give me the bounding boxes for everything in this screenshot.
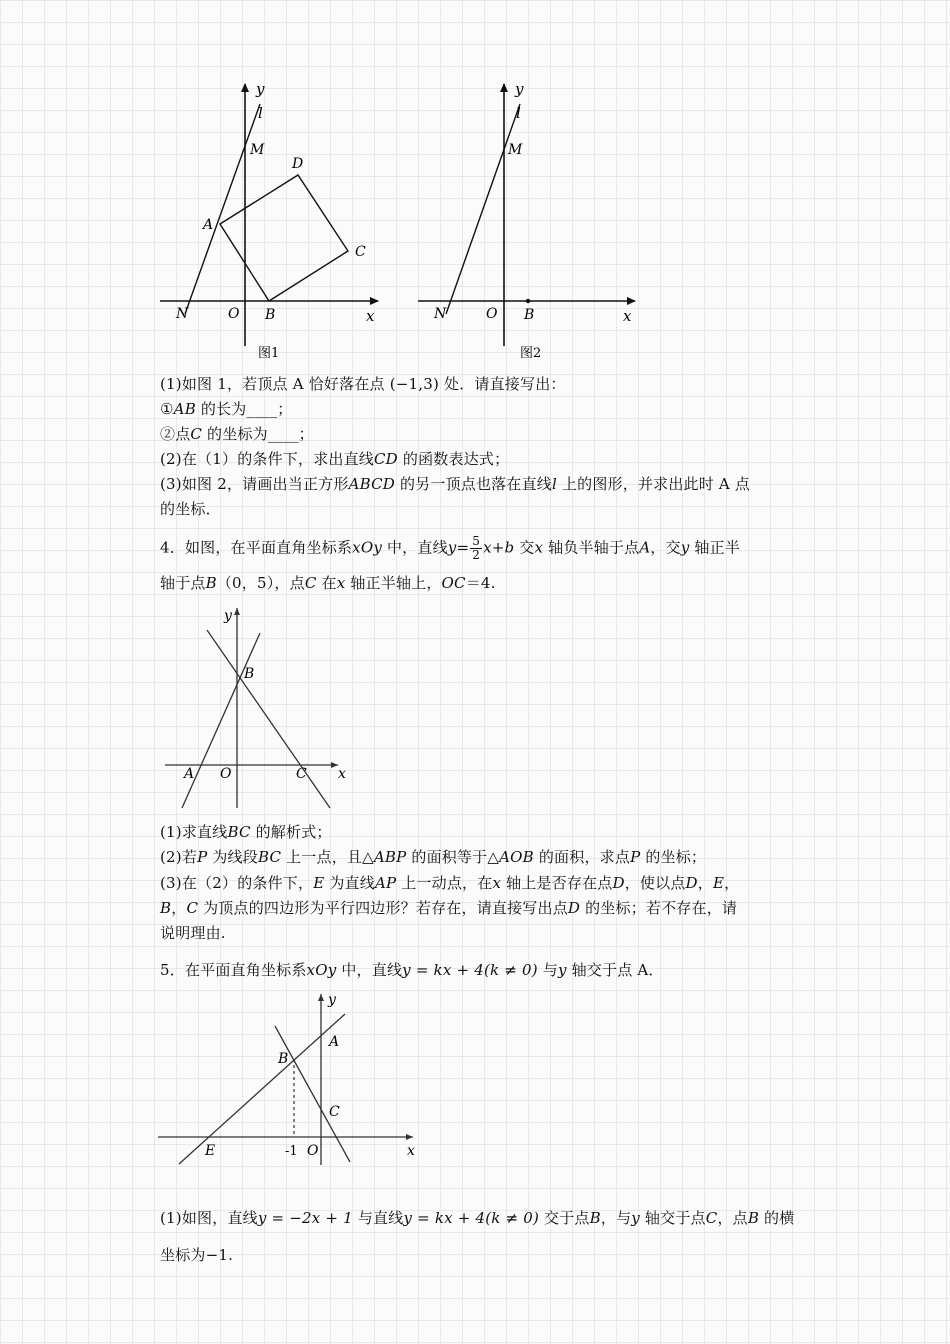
label-A: A: [329, 1034, 340, 1050]
var: y: [680, 538, 690, 557]
point-B: [526, 299, 530, 303]
text: 上一动点，在: [396, 874, 493, 892]
text: 5．在平面直角坐标系: [160, 961, 307, 979]
text: 说明理由.: [160, 924, 226, 942]
label-M: M: [250, 142, 265, 158]
label-O: O: [486, 306, 498, 322]
text: 为直线: [324, 874, 375, 892]
line-l: [446, 104, 520, 314]
text: 中，直线: [382, 538, 448, 557]
label-l: l: [258, 104, 263, 122]
text: 的函数表达式；: [397, 450, 510, 468]
var: B: [589, 1209, 601, 1227]
label-E: E: [205, 1143, 216, 1159]
var: C: [190, 425, 203, 443]
var: l: [551, 475, 557, 493]
var: AP: [374, 874, 397, 892]
text: 4．如图，在平面直角坐标系: [160, 538, 353, 557]
figure-3: [160, 600, 360, 815]
q3-part1b: [160, 424, 314, 444]
var: xOy: [306, 961, 337, 979]
text: 为顶点的四边形为平行四边形？若存在，请直接写出点: [198, 899, 568, 917]
q4-part1: [160, 822, 332, 842]
var: B: [747, 1209, 760, 1227]
var: BC: [227, 823, 251, 841]
equation: y = kx + 4(k ≠ 0): [402, 961, 538, 979]
text: 轴正半: [689, 538, 741, 557]
label-x: x: [623, 307, 632, 325]
text: (1)求直线: [160, 823, 228, 841]
var: ABP: [373, 848, 407, 866]
equation: y = −2x + 1: [257, 1209, 353, 1227]
var: A: [639, 538, 651, 557]
var: x: [534, 538, 544, 557]
var: OC: [441, 574, 466, 592]
label-y: y: [328, 992, 336, 1008]
text: 的坐标；若不存在，请: [580, 899, 738, 917]
text: 轴负半轴于点: [543, 538, 640, 557]
label-x: x: [338, 766, 346, 782]
label-O: O: [228, 306, 240, 322]
label-x: x: [407, 1143, 415, 1159]
line-l: [185, 104, 260, 314]
var: D: [567, 899, 581, 917]
denominator: 2: [472, 548, 481, 562]
q3-part1a: [160, 399, 293, 419]
text: 坐标为−1.: [160, 1246, 234, 1264]
text: 轴交于点 A．: [566, 961, 664, 979]
var: AB: [173, 400, 196, 418]
var: E: [712, 874, 725, 892]
figure-caption: 图2: [520, 346, 542, 361]
label-y: y: [515, 80, 524, 98]
text: ，交: [650, 538, 681, 557]
text: 的解析式；: [250, 823, 332, 841]
text: 上一点，且△: [281, 848, 374, 866]
q3-part1: [160, 374, 566, 394]
label-N: N: [176, 306, 189, 322]
q3-part3: [160, 474, 750, 494]
label-B: B: [278, 1051, 289, 1067]
var: P: [197, 848, 208, 866]
q5-stem: [160, 960, 664, 980]
var: xOy: [352, 538, 382, 557]
text: ，: [724, 874, 740, 892]
text: ②点: [160, 425, 191, 443]
text: 轴正半轴上，: [345, 574, 442, 592]
label-x: x: [366, 307, 375, 325]
var: y: [557, 961, 567, 979]
text: ，与: [600, 1209, 632, 1227]
text: 的坐标为____；: [202, 425, 314, 443]
var: C: [705, 1209, 718, 1227]
text: ，使以点: [624, 874, 686, 892]
text: (3)在（2）的条件下，: [160, 874, 314, 892]
var: P: [630, 848, 641, 866]
label-y: y: [224, 608, 232, 624]
text: 轴于点: [160, 574, 206, 592]
text: ，: [697, 874, 713, 892]
var: ABCD: [348, 475, 395, 493]
q5-part1-cont: [160, 1245, 233, 1265]
text: 上的图形，并求出此时 A 点: [556, 475, 751, 493]
var: CD: [374, 450, 398, 468]
var: E: [313, 874, 325, 892]
var: AOB: [499, 848, 534, 866]
text: （0，5），点: [216, 574, 305, 592]
text: 的坐标；: [640, 848, 707, 866]
line-ea: [179, 1014, 345, 1164]
q4-part3-line2: [160, 898, 737, 918]
label-N: N: [434, 306, 447, 322]
equation: y = kx + 4(k ≠ 0): [403, 1209, 540, 1227]
text: 交: [514, 538, 535, 557]
text: ＝4.: [465, 574, 496, 592]
fraction: [470, 535, 482, 562]
label-M: M: [508, 142, 523, 158]
var: C: [186, 899, 199, 917]
label-B: B: [265, 307, 276, 323]
text: 的另一顶点也落在直线: [395, 475, 552, 493]
label-D: D: [292, 156, 304, 172]
text: 轴交于点: [639, 1209, 706, 1227]
text: ①: [160, 400, 174, 418]
var: y=: [447, 538, 470, 557]
var: B: [205, 574, 217, 592]
text: 交于点: [539, 1209, 590, 1227]
q5-part1: [160, 1208, 794, 1228]
q4-part3-line3: [160, 923, 226, 943]
label-C: C: [296, 766, 307, 782]
text: 中，直线: [336, 961, 403, 979]
text: 的面积，求点: [533, 848, 631, 866]
text: 的横: [759, 1209, 795, 1227]
text: ，点: [717, 1209, 748, 1227]
var: D: [612, 874, 625, 892]
figure-4: [155, 990, 425, 1175]
q3-part1-text: (1)如图 1，若顶点 A 恰好落在点 (−1,3) 处．请直接写出：: [160, 375, 566, 393]
label-B: B: [244, 666, 255, 682]
text: (2)若: [160, 848, 198, 866]
label-C: C: [329, 1104, 340, 1120]
var: x: [492, 874, 502, 892]
var: B: [160, 899, 172, 917]
q4-part3: [160, 873, 739, 893]
q3-part3-cont: [160, 499, 221, 519]
var: y: [631, 1209, 640, 1227]
square-abcd: [220, 175, 348, 301]
label-O: O: [220, 766, 232, 782]
numerator: 5: [472, 534, 481, 548]
var: x+b: [483, 538, 515, 557]
label-O: O: [307, 1143, 319, 1159]
label-A: A: [203, 217, 214, 233]
text: 轴上是否存在点: [501, 874, 613, 892]
label-A: A: [184, 766, 195, 782]
q3-part2: [160, 449, 509, 469]
label-C: C: [355, 244, 366, 260]
figure-2: [410, 78, 650, 368]
text: (3)如图 2，请画出当正方形: [160, 475, 349, 493]
var: D: [685, 874, 698, 892]
figure-caption: 图1: [258, 346, 280, 361]
text: 的面积等于△: [406, 848, 500, 866]
var: C: [304, 574, 317, 592]
figure-1: [150, 78, 390, 368]
text: 与: [537, 961, 558, 979]
text: ，: [171, 899, 187, 917]
label-y: y: [256, 80, 265, 98]
label-l: l: [516, 104, 521, 122]
q4-part2: [160, 847, 706, 867]
label-neg1: -1: [285, 1144, 298, 1159]
text: (1)如图，直线: [160, 1209, 258, 1227]
text: 与直线: [352, 1209, 404, 1227]
label-B: B: [524, 307, 535, 323]
text: (2)在（1）的条件下，求出直线: [160, 450, 374, 468]
text: 的坐标．: [160, 500, 221, 518]
var: x: [336, 574, 346, 592]
text: 的长为____；: [195, 400, 293, 418]
q4-stem-line2: [160, 573, 496, 593]
q4-stem: [160, 535, 740, 562]
var: BC: [257, 848, 282, 866]
text: 为线段: [207, 848, 258, 866]
text: 在: [316, 574, 337, 592]
